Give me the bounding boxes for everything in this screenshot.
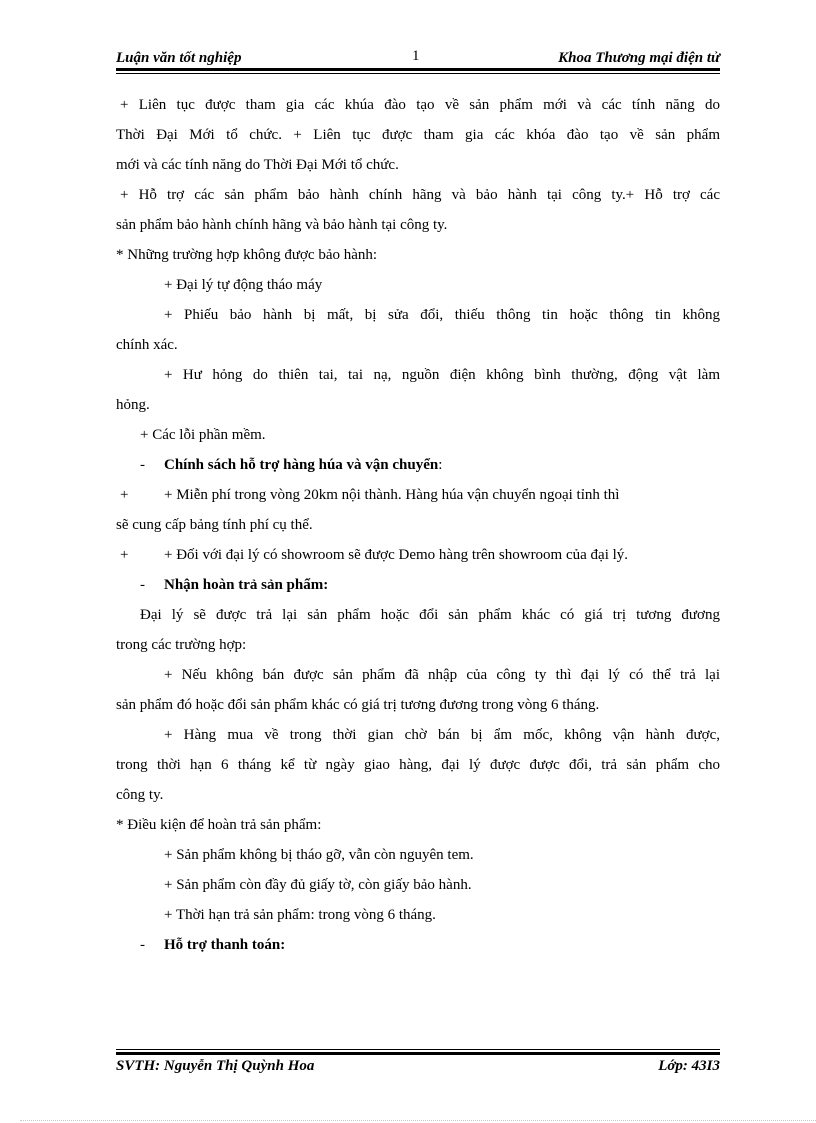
list-item: + Sản phẩm còn đầy đủ giấy tờ, còn giấy bảo hành. — [164, 877, 472, 893]
document-body — [116, 90, 720, 960]
colon-marker: : — [438, 457, 443, 473]
paragraph-line: công ty. — [116, 787, 164, 803]
dash-marker: - — [140, 577, 145, 593]
paragraph-line: sản phẩm bảo hành chính hãng và bảo hành tại công ty. — [116, 217, 448, 233]
paragraph-line: hỏng. — [116, 397, 150, 413]
plus-marker: + — [120, 547, 129, 563]
footer-class: Lớp: 43I3 — [658, 1058, 720, 1074]
subheading-text: Nhận hoàn trả sản phẩm: — [164, 577, 329, 593]
page-number: 1 — [412, 48, 420, 64]
subheading-product-return — [116, 570, 720, 600]
footer-student-name: SVTH: Nguyễn Thị Quỳnh Hoa — [116, 1058, 315, 1074]
subheading-shipping-support — [116, 450, 720, 480]
list-item: + Hàng mua về trong thời gian chờ bán bị ẩm mốc, không vận hành được, — [164, 727, 720, 743]
page-header — [116, 48, 720, 70]
list-item: + Đại lý tự động tháo máy — [164, 277, 323, 293]
page-footer — [116, 1058, 720, 1080]
list-item: + Thời hạn trả sản phẩm: trong vòng 6 tháng. — [164, 907, 436, 923]
header-faculty: Khoa Thương mại điện tử — [558, 50, 720, 66]
header-rule-thick — [116, 68, 720, 71]
list-item: + Phiếu bảo hành bị mất, bị sửa đổi, thiếu thông tin hoặc thông tin không — [164, 307, 720, 323]
subheading-payment-support — [116, 930, 720, 960]
list-item: + Nếu không bán được sản phẩm đã nhập của công ty thì đại lý có thể trả lại — [164, 667, 720, 683]
paragraph-line: sản phẩm đó hoặc đổi sản phẩm khác có giá trị tương đương trong vòng 6 tháng. — [116, 697, 600, 713]
footer-rule-thick — [116, 1052, 720, 1055]
paragraph-line: mới và các tính năng do Thời Đại Mới tổ chức. — [116, 157, 399, 173]
subheading-text: Hỗ trợ thanh toán: — [164, 937, 286, 953]
list-item — [116, 540, 720, 570]
paragraph-line: + Liên tục được tham gia các khúa đào tạo về sản phẩm mới và các tính năng do — [120, 97, 720, 113]
list-item — [116, 480, 720, 510]
section-heading-return-conditions: * Điều kiện để hoàn trả sản phẩm: — [116, 817, 322, 833]
section-heading-no-warranty: * Những trường hợp không được bảo hành: — [116, 247, 378, 263]
list-item-text: + Đối với đại lý có showroom sẽ được Demo hàng trên showroom của đại lý. — [164, 547, 629, 563]
list-item: + Sản phẩm không bị tháo gỡ, vẫn còn nguyên tem. — [164, 847, 474, 863]
paragraph-line: trong các trường hợp: — [116, 637, 247, 653]
list-item-text: + Miễn phí trong vòng 20km nội thành. Hàng húa vận chuyển ngoại tỉnh thì — [164, 487, 620, 503]
dash-marker: - — [140, 457, 145, 473]
paragraph-line: Đại lý sẽ được trả lại sản phẩm hoặc đổi sản phẩm khác có giá trị tương đương — [140, 607, 720, 623]
paragraph-line: Thời Đại Mới tổ chức. + Liên tục được tham gia các khóa đào tạo về sản phẩm — [116, 127, 720, 143]
footer-rule-thin — [116, 1049, 720, 1050]
paragraph-line: chính xác. — [116, 337, 178, 353]
header-thesis-title: Luận văn tốt nghiệp — [116, 50, 242, 66]
paragraph-line: sẽ cung cấp bảng tính phí cụ thể. — [116, 517, 313, 533]
dash-marker: - — [140, 937, 145, 953]
subheading-text: Chính sách hỗ trợ hàng húa và vận chuyển — [164, 457, 439, 473]
paragraph-line: + Hỗ trợ các sản phẩm bảo hành chính hãng và bảo hành tại công ty.+ Hỗ trợ các — [120, 187, 720, 203]
header-rule-thin — [116, 73, 720, 74]
plus-marker: + — [120, 487, 129, 503]
paragraph-line: trong thời hạn 6 tháng kể từ ngày giao hàng, đại lý được được đổi, trả sản phẩm cho — [116, 757, 720, 773]
list-item: + Hư hỏng do thiên tai, tai nạ, nguồn điện không bình thường, động vật làm — [164, 367, 720, 383]
page-edge-divider — [20, 1120, 816, 1121]
list-item: + Các lỗi phần mềm. — [140, 427, 266, 443]
